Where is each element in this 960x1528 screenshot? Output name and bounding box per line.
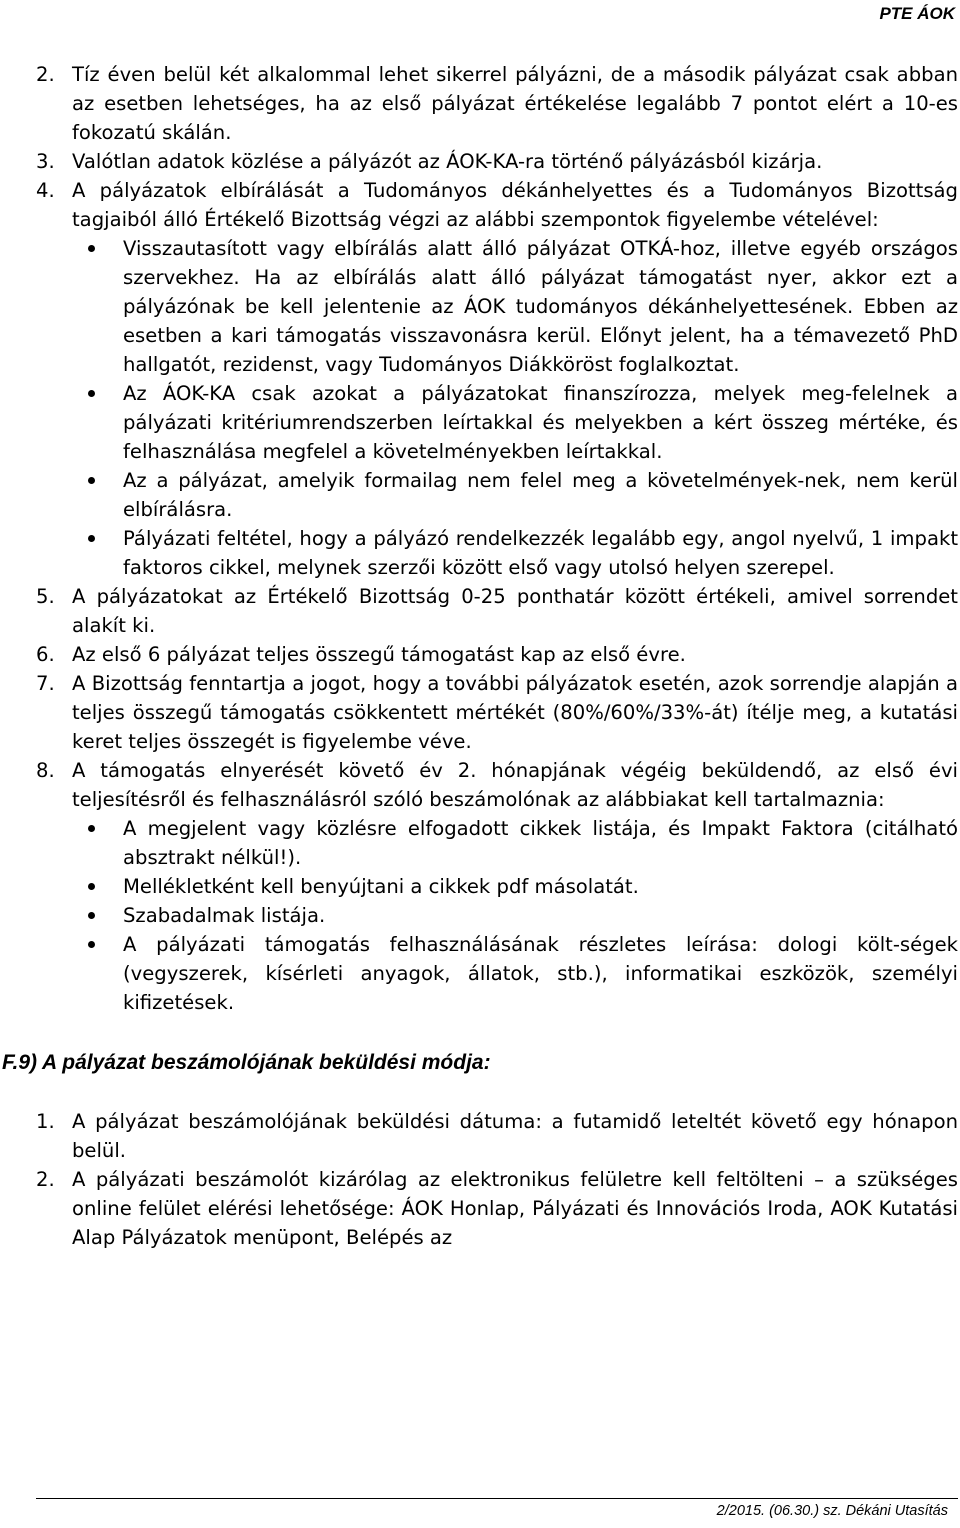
item-number: 6.: [36, 643, 55, 666]
list-item: [36, 1165, 958, 1252]
item-number: 7.: [36, 672, 55, 695]
list-item: [36, 147, 958, 176]
item-text: A pályázat beszámolójának beküldési dátuma: a futamidő leteltét követő egy hónapon belül.: [72, 1110, 958, 1162]
list-item: [36, 756, 958, 814]
item-text: Valótlan adatok közlése a pályázót az ÁOK-KA-ra történő pályázásból kizárja.: [72, 150, 823, 173]
item-number: 1.: [36, 1110, 55, 1133]
report-contents-bullet-list: [36, 814, 958, 1017]
footer-divider: [36, 1498, 958, 1499]
bullet-item: A pályázati támogatás felhasználásának részletes leírása: dologi költ-ségek (vegyszerek, kísérleti anyagok, állatok, stb.), informatikai eszközök, személyi kifizetések.: [72, 930, 958, 1017]
document-body: [2, 60, 958, 1252]
item-text: A pályázati beszámolót kizárólag az elektronikus felületre kell feltölteni – a szükséges online felület elérési lehetősége: ÁOK Honlap, Pályázati és Innovációs Iroda, AOK Kutatási Alap Pályázatok menüpont, Belépés az: [72, 1168, 958, 1249]
section-heading: F.9) A pályázat beszámolójának beküldési módja:: [2, 1051, 491, 1074]
item-text: A támogatás elnyerését követő év 2. hónapjának végéig beküldendő, az első évi teljesítésről és felhasználásról szóló beszámolónak az alábbiakat kell tartalmaznia:: [72, 759, 958, 811]
item-number: 5.: [36, 585, 55, 608]
item-text: A pályázatok elbírálását a Tudományos dékánhelyettes és a Tudományos Bizottság tagjaiból álló Értékelő Bizottság végzi az alábbi szempontok figyelembe vételével:: [72, 179, 958, 231]
item-number: 8.: [36, 759, 55, 782]
page-header: PTE ÁOK: [879, 4, 955, 23]
item-text: A Bizottság fenntartja a jogot, hogy a további pályázatok esetén, azok sorrendje alapján a teljes összegű támogatás csökkentett mértékét (80%/60%/33%-át) ítélje meg, a kutatási keret teljes összegét is figyelembe véve.: [72, 672, 958, 753]
item-text: Tíz éven belül két alkalommal lehet sikerrel pályázni, de a második pályázat csak abban az esetben lehetséges, ha az első pályázat értékelése legalább 7 pontot elért a 10-es fokozatú skálán.: [72, 63, 958, 144]
bullet-item: Az ÁOK-KA csak azokat a pályázatokat finanszírozza, melyek meg-felelnek a pályázati kritériumrendszerben leírtakkal és melyekben a kért összeg mértéke, és felhasználása megfelel a követelményekben leírtakkal.: [72, 379, 958, 466]
bullet-item: A megjelent vagy közlésre elfogadott cikkek listája, és Impakt Faktora (citálható absztrakt nélkül!).: [72, 814, 958, 872]
list-item: [36, 640, 958, 669]
item-number: 2.: [36, 63, 55, 86]
criteria-bullet-list: [36, 234, 958, 582]
list-item: [36, 582, 958, 640]
item-number: 4.: [36, 179, 55, 202]
bullet-item: Pályázati feltétel, hogy a pályázó rendelkezzék legalább egy, angol nyelvű, 1 impakt faktoros cikkel, melynek szerzői között első vagy utolsó helyen szerepel.: [72, 524, 958, 582]
bullet-item: Az a pályázat, amelyik formailag nem felel meg a követelmények-nek, nem kerül elbírálásra.: [72, 466, 958, 524]
list-item: [36, 1107, 958, 1165]
item-number: 2.: [36, 1168, 55, 1191]
bullet-item: Visszautasított vagy elbírálás alatt álló pályázat OTKÁ-hoz, illetve egyéb országos szervekhez. Ha az elbírálás alatt álló pályázat támogatást nyer, akkor ezt a pályázónak be kell jelentenie az ÁOK tudományos dékánhelyettesének. Ebben az esetben a kari támogatás visszavonásra kerül. Előnyt jelent, ha a témavezető PhD hallgatót, rezidenst, vagy Tudományos Diákköröst foglalkoztat.: [72, 234, 958, 379]
list-item: [36, 176, 958, 234]
page-footer: 2/2015. (06.30.) sz. Dékáni Utasítás: [716, 1503, 948, 1519]
spacer: [36, 1077, 958, 1107]
item-text: Az első 6 pályázat teljes összegű támogatást kap az első évre.: [72, 643, 686, 666]
bullet-item: Szabadalmak listája.: [72, 901, 958, 930]
spacer: [36, 1017, 958, 1048]
list-item: [36, 669, 958, 756]
item-text: A pályázatokat az Értékelő Bizottság 0-25 ponthatár között értékeli, amivel sorrendet alakít ki.: [72, 585, 958, 637]
item-number: 3.: [36, 150, 55, 173]
bullet-item: Mellékletként kell benyújtani a cikkek pdf másolatát.: [72, 872, 958, 901]
list-item: [36, 60, 958, 147]
